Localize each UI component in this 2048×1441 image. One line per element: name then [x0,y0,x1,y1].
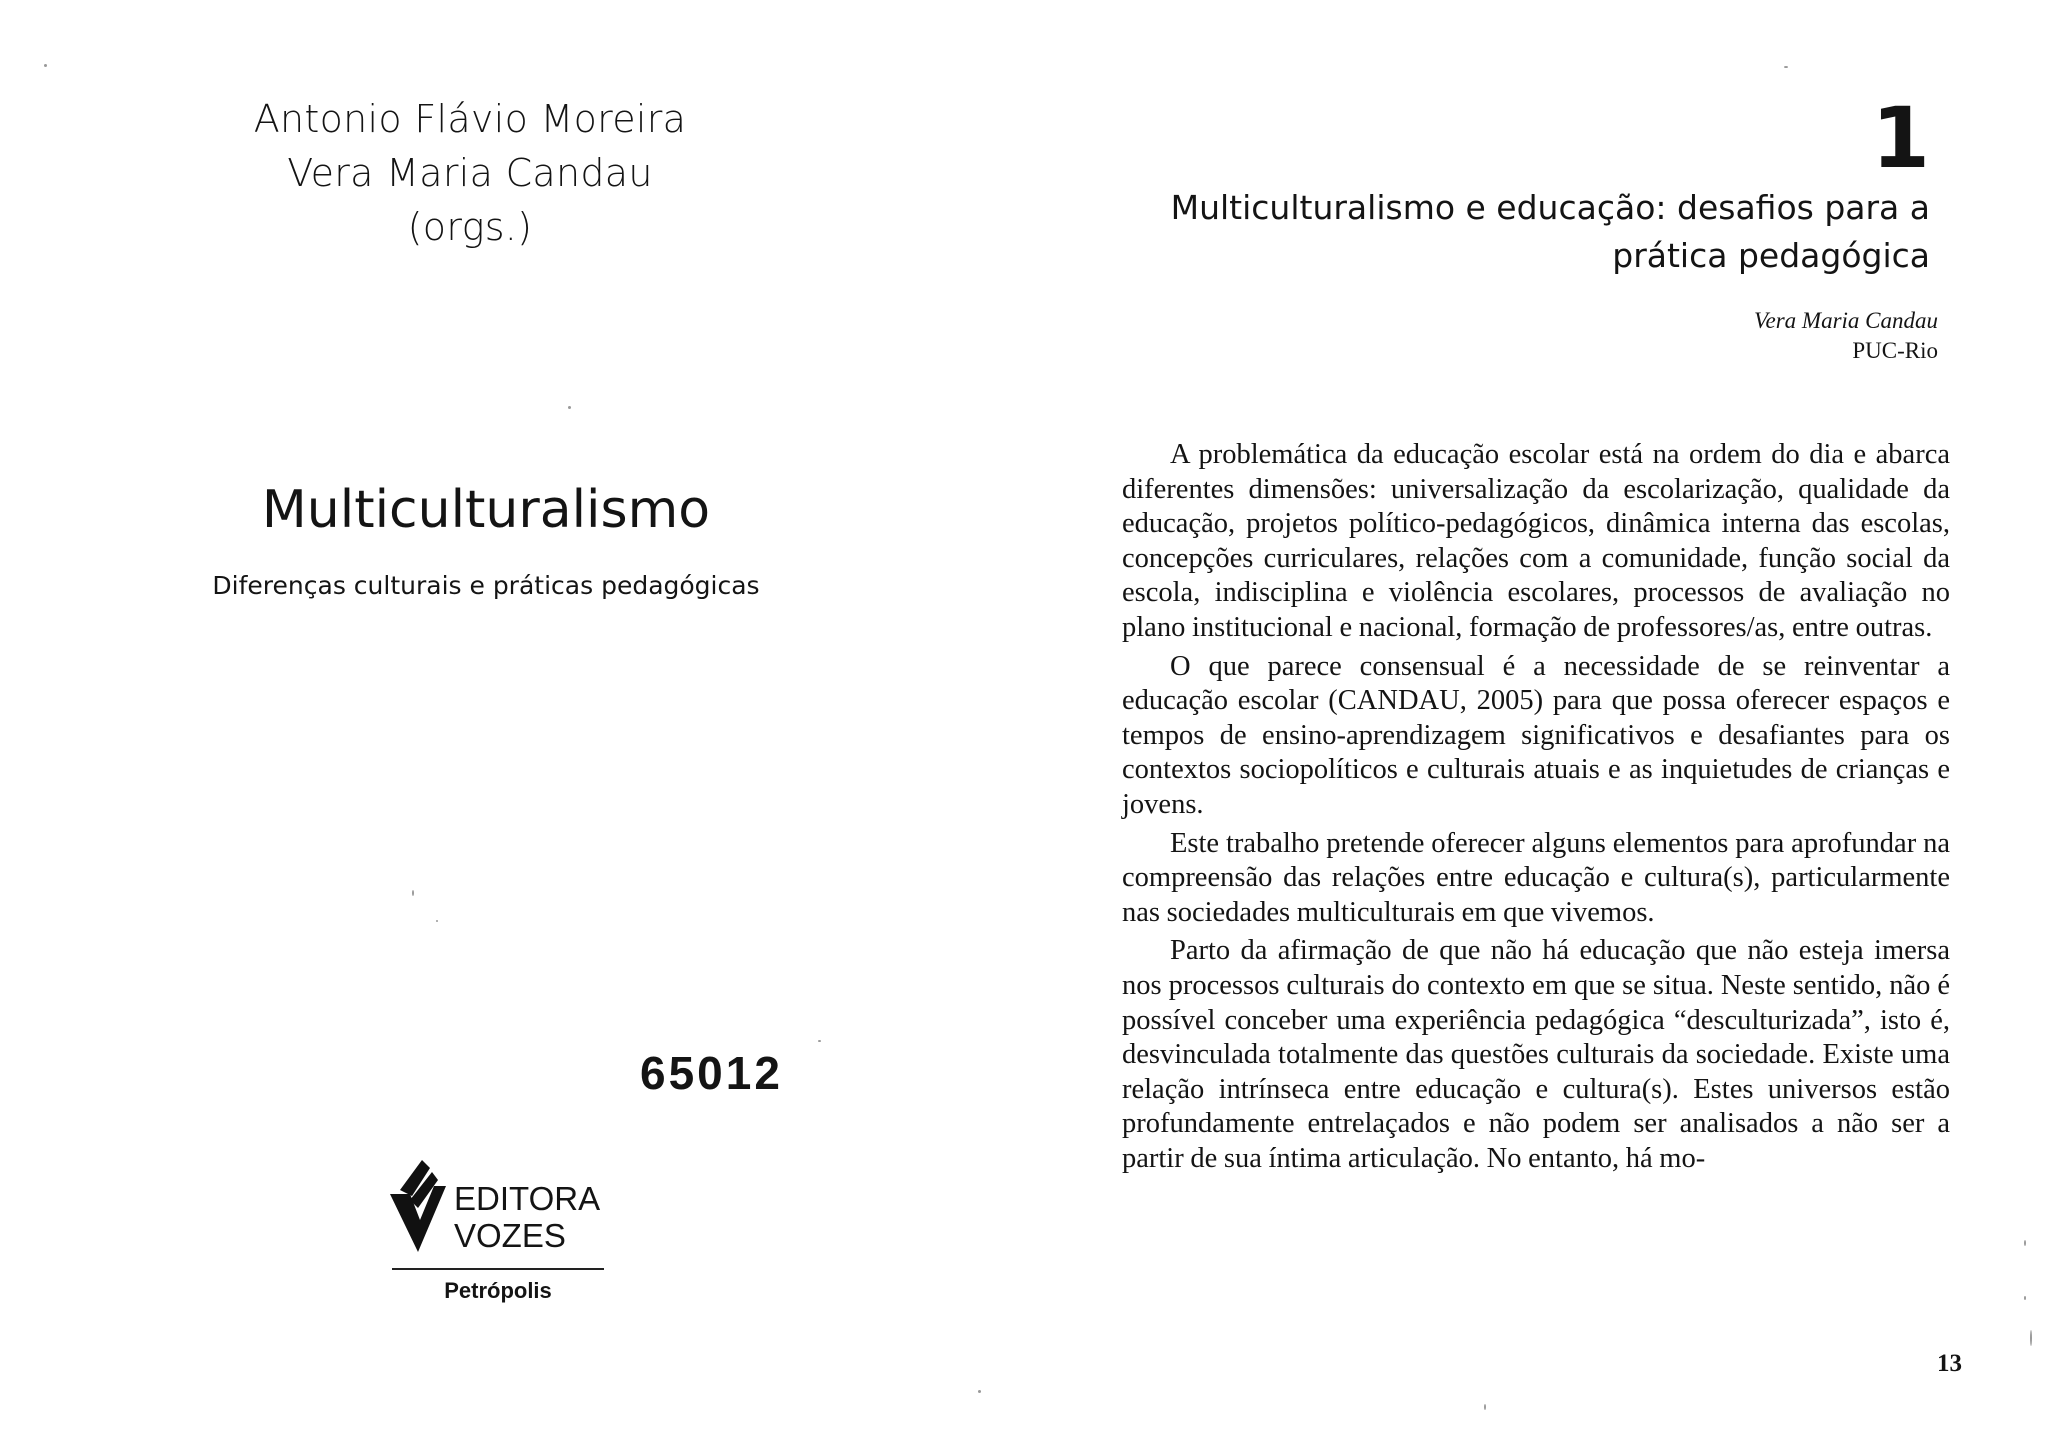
publisher-name-line2: VOZES [454,1217,566,1254]
right-page [1024,0,2048,1441]
publisher-city: Petrópolis [444,1278,552,1303]
chapter-body [1122,438,1950,1180]
editors-role: (orgs.) [407,205,533,249]
page-number: 13 [1937,1350,1962,1377]
chapter-title: Multiculturalismo e educação: desafios para a prática pedagógica [1170,188,1930,275]
scan-speck [978,1390,981,1393]
body-paragraph: Este trabalho pretende oferecer alguns elementos para aprofundar na compreensão das relações entre educação e cultura(s), particularmente nas sociedades multiculturais em que vivemos. [1122,827,1950,928]
scan-speck [2024,1240,2026,1246]
chapter-author-block [1754,306,1938,366]
scan-speck [412,890,414,896]
scan-speck [2024,1296,2026,1300]
publisher-name-line1: EDITORA [454,1180,601,1217]
book-subtitle: Diferenças culturais e práticas pedagógicas [212,571,760,600]
publisher-divider [392,1268,604,1270]
publisher-name [454,1180,600,1254]
scan-speck [436,920,438,922]
publisher-block [388,1160,618,1310]
scan-speck [1784,66,1788,68]
book-title: Multiculturalismo [261,480,711,540]
author-affiliation: PUC-Rio [1852,338,1938,363]
editor-name: Vera Maria Candau [287,151,653,195]
body-paragraph: O que parece consensual é a necessidade de se reinventar a educação escolar (CANDAU, 2005) para que possa oferecer espaços e tempos de ensino-aprendizagem significativos e desafiantes para os contextos sociopolíticos e culturais atuais e as inquietudes de crianças e jovens. [1122,650,1950,820]
body-paragraph: A problemática da educação escolar está na ordem do dia e abarca diferentes dimensões: universalização da escolarização, qualidade da educação, projetos político-pedagógicos, dinâmica interna das escolas, concepções curriculares, relações com a comunidade, função social da escola, indisciplina e violência escolares, processos de avaliação no plano institucional e nacional, formação de professores/as, entre outras. [1122,439,1950,643]
editor-name: Antonio Flávio Moreira [253,97,687,141]
scan-speck [2030,1330,2032,1346]
scan-speck [818,1040,821,1042]
vozes-v-logo-icon [390,1160,446,1252]
library-stamp-number: 65012 [640,1047,783,1099]
editors-block [170,92,770,254]
chapter-number: 1 [1871,89,1930,187]
body-paragraph: Parto da afirmação de que não há educação que não esteja imersa nos processos culturais do contexto em que se situa. Neste sentido, não é possível conceber uma experiência pedagógica “desculturizada”, isto é, desvinculada totalmente das questões culturais da sociedade. Existe uma relação intrínseca entre educação e cultura(s). Estes universos estão profundamente entrelaçados e não podem ser analisados a não ser a partir de sua íntima articulação. No entanto, há mo- [1122,935,1950,1174]
scan-speck [1484,1404,1486,1410]
scan-speck [568,406,571,409]
chapter-author: Vera Maria Candau [1754,308,1938,333]
scan-speck [44,64,47,67]
